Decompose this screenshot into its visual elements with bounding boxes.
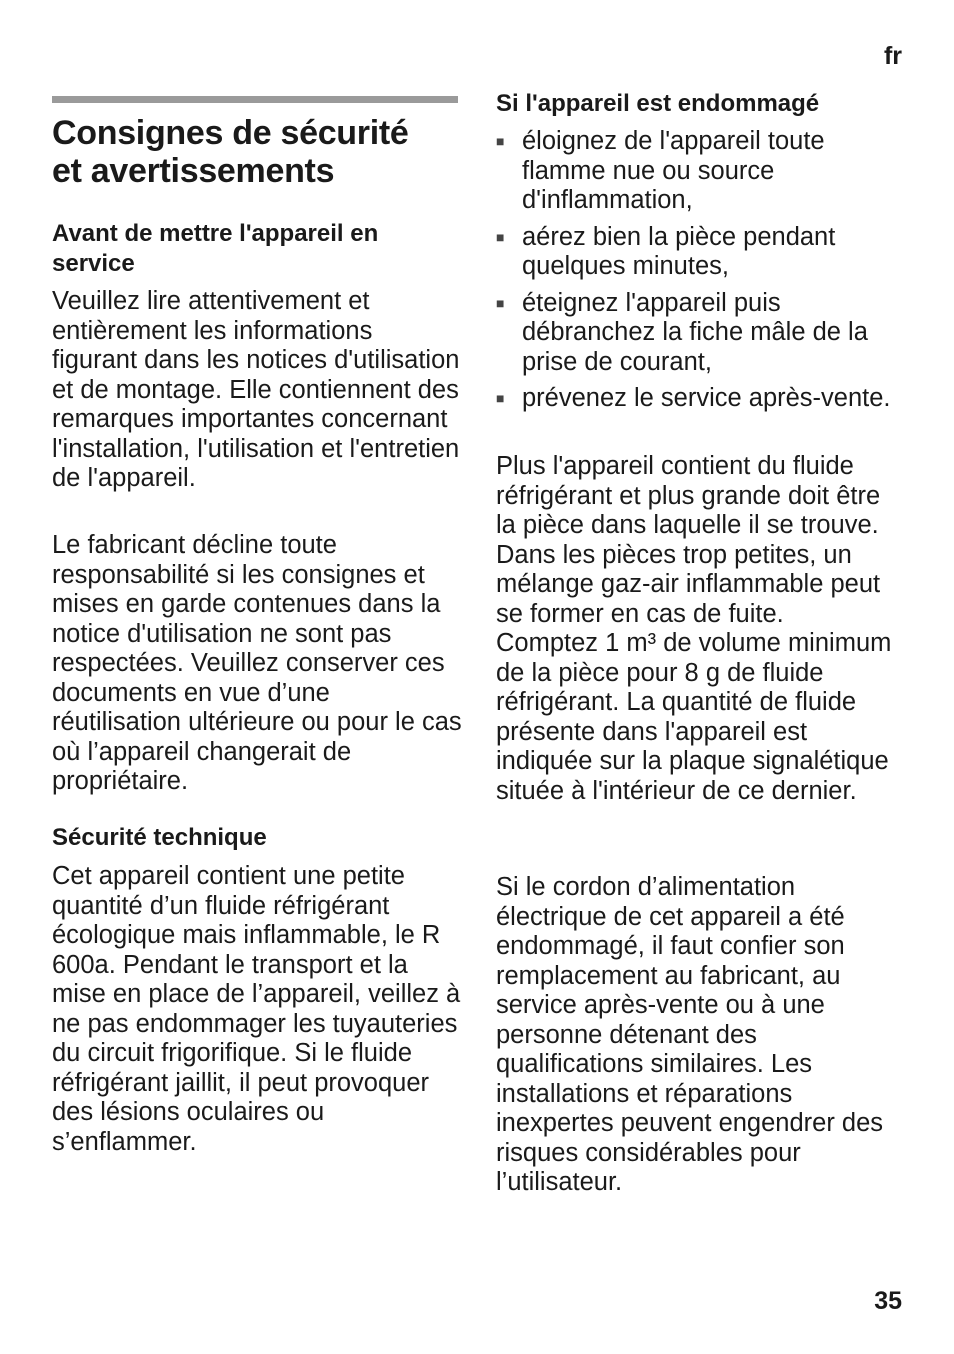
- section-technical-safety: [52, 823, 462, 1157]
- section-damaged-appliance: [496, 89, 901, 421]
- refrigerant-info: [496, 452, 901, 806]
- list-item: ■ éteignez l'appareil puis débranchez la fiche mâle de la prise de courant,: [496, 288, 868, 376]
- title-line-2: et avertissements: [52, 152, 335, 190]
- section-heading: Avant de mettre l'appareil en service: [52, 220, 379, 277]
- section-heading: Sécurité technique: [52, 824, 267, 851]
- list-item: ■ aérez bien la pièce pendant quelques minutes,: [496, 222, 836, 280]
- list-item: ■ prévenez le service après-vente.: [496, 384, 891, 412]
- paragraph: Comptez 1 m³ de volume minimum de la pièce pour 8 g de fluide réfrigérant. La quantité de fluide présente dans l'appareil est indiquée sur la plaque signalétique située à l'intérieur de ce dernier.: [496, 629, 892, 805]
- paragraph: Plus l'appareil contient du fluide réfrigérant et plus grande doit être la pièce dans laquelle il se trouve. Dans les pièces trop petites, un mélange gaz-air inflammable peut se former en cas de fuite.: [496, 452, 881, 628]
- square-bullet-icon: ■: [496, 228, 505, 245]
- title-line-1: Consignes de sécurité: [52, 114, 409, 152]
- page-number: 35: [874, 1287, 902, 1315]
- paragraph: Le fabricant décline toute responsabilité si les consignes et mises en garde contenues dans la notice d'utilisation ne sont pas respectées. Veuillez conserver ces documents en vue d’une réutilisation ultérieure ou pour le cas où l’appareil changerait de propriétaire.: [52, 531, 462, 795]
- paragraph: Cet appareil contient une petite quantité d’un fluide réfrigérant écologique mais inflammable, le R 600a. Pendant le transport et la mise en place de l’appareil, veillez à ne pas endommager les tuyauteries du circuit frigorifique. Si le fluide réfrigérant jaillit, il peut provoquer des lésions oculaires ou s’enflammer.: [52, 862, 461, 1156]
- power-cord-info: [496, 873, 901, 1198]
- list-item: ■ éloignez de l'appareil toute flamme nue ou source d'inflammation,: [496, 127, 825, 214]
- square-bullet-icon: ■: [496, 390, 505, 406]
- page-title: [52, 114, 408, 190]
- section-before-use: [52, 219, 462, 494]
- paragraph: Veuillez lire attentivement et entièrement les informations figurant dans les notices d'utilisation et de montage. Elle contiennent des remarques importantes concernant l'installation, l'utilisation et l'entretien de l'appareil.: [52, 287, 460, 492]
- section-before-use-continued: [52, 531, 462, 797]
- section-heading: Si l'appareil est endommagé: [496, 90, 820, 117]
- paragraph: Si le cordon d’alimentation électrique de cet appareil a été endommagé, il faut confier son remplacement au fabricant, au service après-vente ou à une personne détenant des qualifications similaires. Les installations et réparations inexpertes peuvent engendrer des risques considérables pour l’utilisateur.: [496, 873, 884, 1196]
- bullet-list: [496, 127, 901, 414]
- language-code: fr: [883, 42, 902, 70]
- section-rule: [52, 96, 458, 103]
- square-bullet-icon: ■: [496, 294, 505, 311]
- square-bullet-icon: ■: [496, 133, 505, 149]
